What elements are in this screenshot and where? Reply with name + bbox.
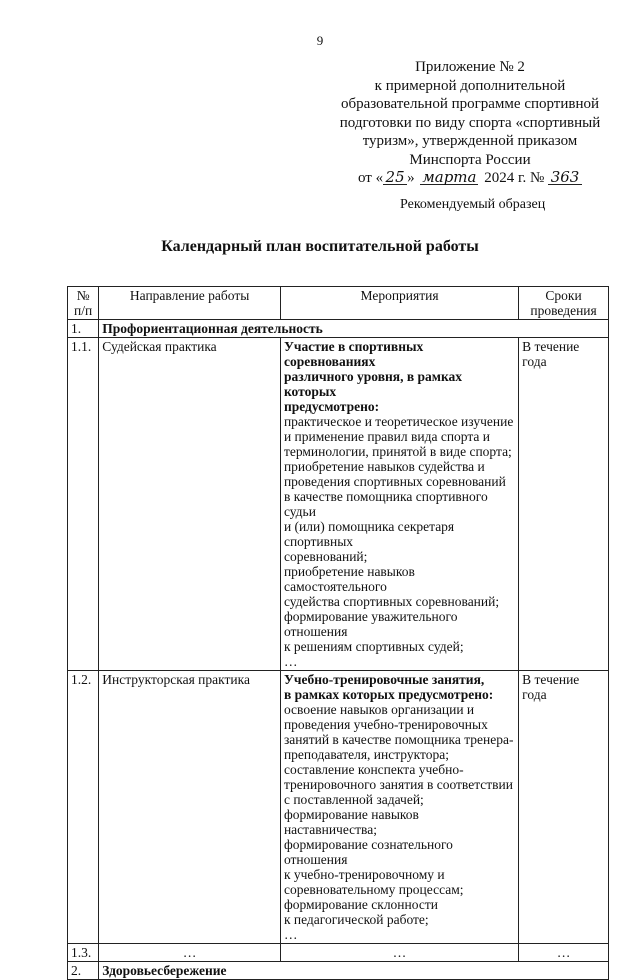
row-direction: Инструкторская практика (99, 671, 281, 944)
activity-line: преподавателя, инструктора; (283, 747, 449, 762)
activity-heading: Участие в спортивных соревнованиях (283, 339, 424, 369)
ministry-name: Минспорта России (409, 151, 531, 168)
activity-line: формирование склонности (283, 897, 438, 912)
row-number: 1.3. (68, 944, 99, 962)
activity-line: … (392, 945, 407, 960)
handwritten-month: марта (422, 168, 477, 186)
approval-block (330, 58, 610, 188)
row-direction: Судейская практика (99, 338, 281, 671)
activity-line: формирование уважительного отношения (283, 609, 458, 639)
page-number: 9 (316, 33, 324, 48)
activity-heading: предусмотрено: (283, 399, 380, 414)
header-activities: Мероприятия (280, 287, 518, 320)
activity-line: тренировочного занятия в соответствии (283, 777, 513, 792)
header-num: № п/п (68, 287, 99, 320)
activity-heading: различного уровня, в рамках которых (283, 369, 463, 399)
row-direction: … (99, 944, 281, 962)
appendix-label: Приложение № 2 (415, 59, 525, 75)
activity-line: судейства спортивных соревнований; (283, 594, 500, 609)
activity-line: формирование навыков наставничества; (283, 807, 419, 837)
approval-line: туризм», утвержденной приказом (362, 133, 578, 149)
activity-line: и применение правил вида спорта и (283, 429, 491, 444)
row-activities (280, 671, 518, 944)
activity-line: … (283, 654, 298, 669)
header-terms: Сроки проведения (519, 287, 609, 320)
activity-line: приобретение навыков самостоятельного (283, 564, 415, 594)
activity-line: освоение навыков организации и (283, 702, 475, 717)
section-row (68, 320, 609, 338)
activity-line: проведения спортивных соревнований (283, 474, 506, 489)
section-row (68, 962, 609, 980)
approval-line: к примерной дополнительной (374, 77, 566, 94)
row-terms: В течение года (519, 338, 609, 671)
activity-line: занятий в качестве помощника тренера- (283, 732, 514, 747)
document-title: Календарный план воспитательной работы (161, 238, 479, 255)
activity-line: формирование сознательного отношения (283, 837, 453, 867)
section-title: Здоровьесбережение (99, 962, 609, 980)
section-number: 1. (68, 320, 99, 338)
row-terms: … (519, 944, 609, 962)
handwritten-order-number: 363 (548, 170, 582, 185)
plan-table-body (68, 320, 609, 980)
section-number: 2. (68, 962, 99, 980)
activity-heading: в рамках которых предусмотрено: (283, 687, 494, 702)
section-title: Профориентационная деятельность (99, 320, 609, 338)
approval-line: образовательной программе спортивной (340, 96, 600, 112)
row-terms: В течение года (519, 671, 609, 944)
activity-line: к решениям спортивных судей; (283, 639, 464, 654)
activity-line: практическое и теоретическое изучение (283, 414, 514, 429)
handwritten-day: 25 (383, 170, 407, 185)
row-activities (280, 944, 518, 962)
date-prefix: от « (357, 170, 384, 186)
header-direction: Направление работы (99, 287, 281, 320)
activity-line: к учебно-тренировочному и (283, 867, 445, 882)
row-activities (280, 338, 518, 671)
activity-line: … (283, 927, 298, 942)
approval-line: подготовки по виду спорта «спортивный (339, 114, 601, 131)
recommended-sample-label: Рекомендуемый образец (400, 197, 546, 212)
order-date-line (358, 169, 582, 188)
table-row (68, 671, 609, 944)
activity-line: терминологии, принятой в виде спорта; (283, 444, 512, 459)
activity-line: соревнований; (283, 549, 368, 564)
activity-line: соревновательному процессам; (283, 882, 464, 897)
activity-line: к педагогической работе; (283, 912, 429, 927)
activity-line: и (или) помощника секретаря спортивных (283, 519, 455, 549)
activity-line: в качестве помощника спортивного судьи (283, 489, 488, 519)
activity-line: приобретение навыков судейства и (283, 459, 485, 474)
table-row (68, 944, 609, 962)
table-header-row (68, 287, 609, 320)
plan-table (67, 286, 609, 980)
row-number: 1.1. (68, 338, 99, 671)
activity-heading: Учебно-тренировочные занятия, (283, 672, 485, 687)
date-year: 2024 г. № (484, 170, 545, 186)
table-row (68, 338, 609, 671)
activity-line: проведения учебно-тренировочных (283, 717, 488, 732)
row-number: 1.2. (68, 671, 99, 944)
date-mid: » (407, 170, 415, 186)
activity-line: составление конспекта учебно- (283, 762, 464, 777)
activity-line: с поставленной задачей; (283, 792, 424, 807)
